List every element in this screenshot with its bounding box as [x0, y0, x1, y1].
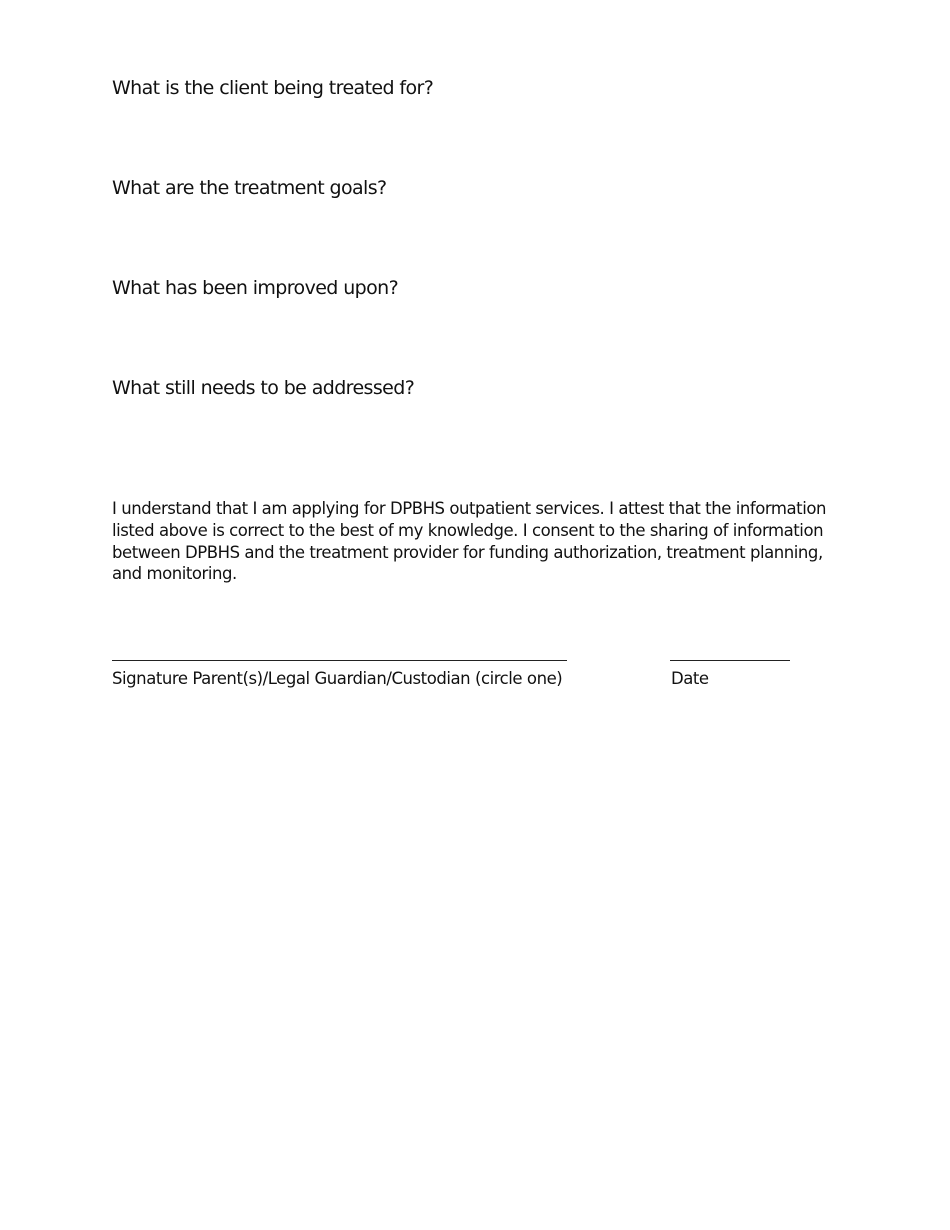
consent-statement: I understand that I am applying for DPBHS outpatient services. I attest that the information listed above is correct to the best of my knowledge. I consent to the sharing of information between DPBHS and the treatment provider for funding authorization, treatment planning, and monitoring.	[112, 499, 826, 584]
question-improved-upon: What has been improved upon?	[112, 277, 399, 299]
question-treatment-goals: What are the treatment goals?	[112, 177, 387, 199]
date-label: Date	[671, 669, 709, 688]
date-line[interactable]	[670, 660, 790, 661]
signature-line[interactable]	[112, 660, 567, 661]
question-still-needs-addressed: What still needs to be addressed?	[112, 377, 415, 399]
signature-label: Signature Parent(s)/Legal Guardian/Custodian (circle one)	[112, 669, 563, 688]
question-treated-for: What is the client being treated for?	[112, 77, 434, 99]
